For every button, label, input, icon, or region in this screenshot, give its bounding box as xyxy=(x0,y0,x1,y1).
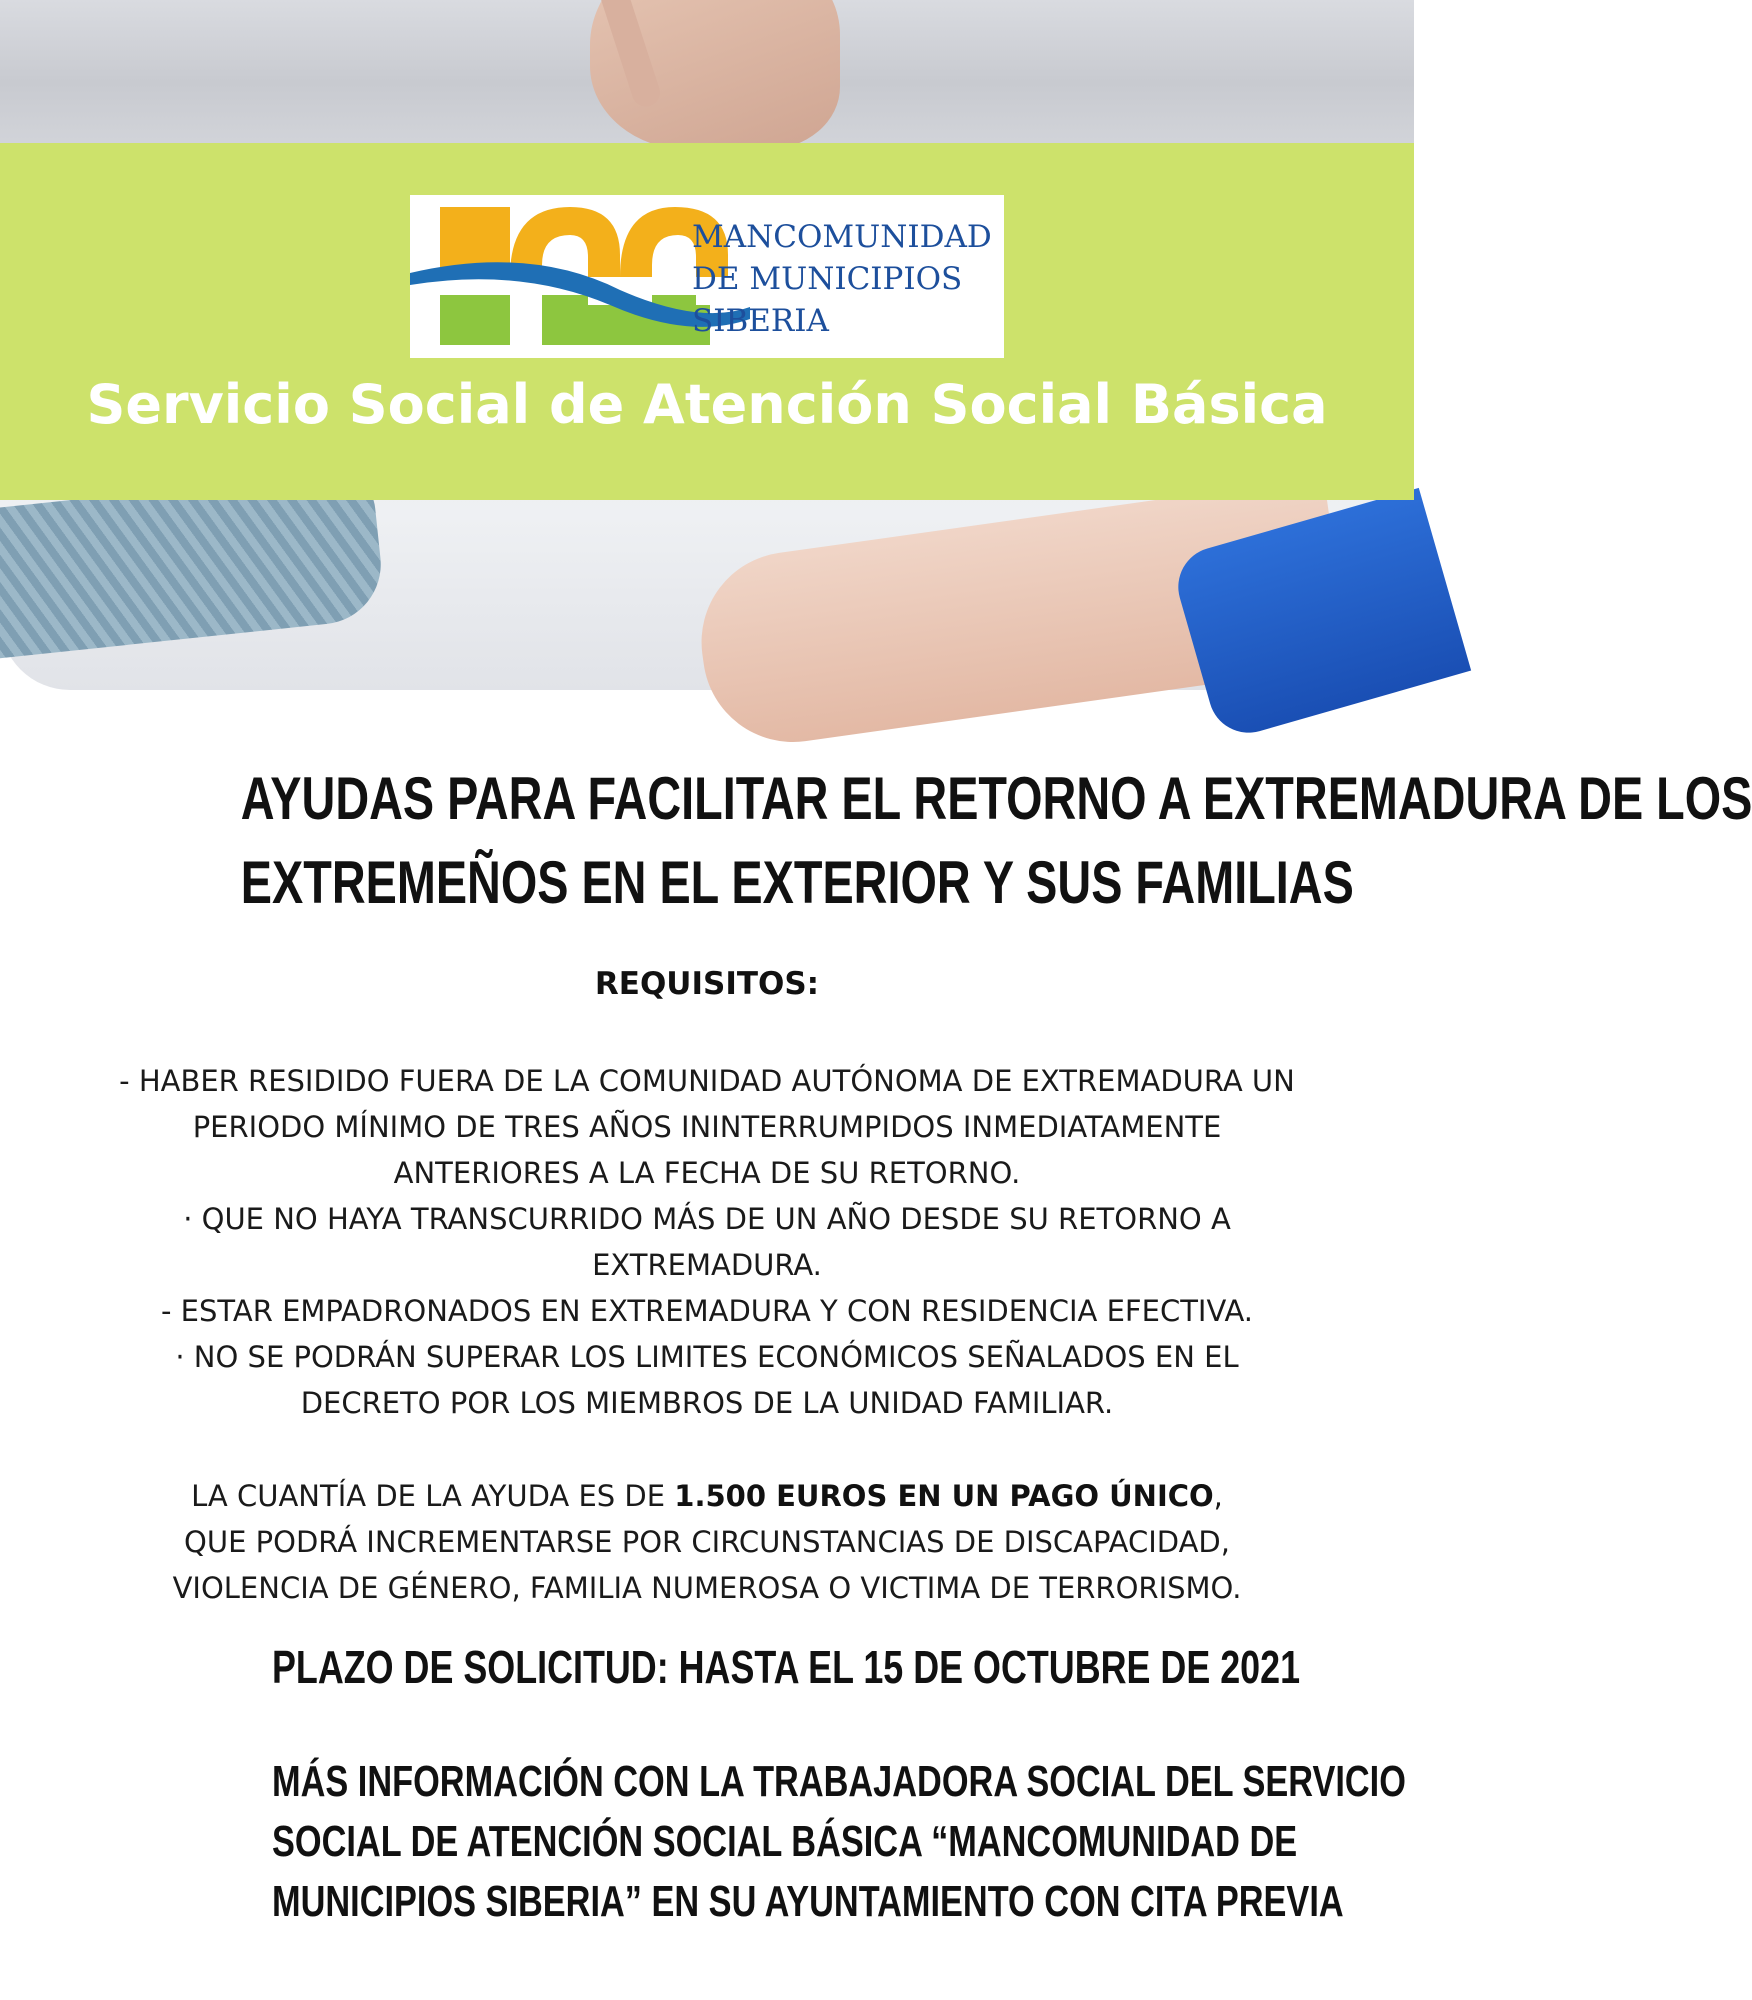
info-line-1: MÁS INFORMACIÓN CON LA TRABAJADORA SOCIAL DEL SERVICIO xyxy=(272,1757,1406,1806)
requisito-line: DECRETO POR LOS MIEMBROS DE LA UNIDAD FAMILIAR. xyxy=(300,1386,1114,1420)
requisito-line: · NO SE PODRÁN SUPERAR LOS LIMITES ECONÓMICOS SEÑALADOS EN EL xyxy=(175,1340,1239,1374)
amount-line-2: QUE PODRÁ INCREMENTARSE POR CIRCUNSTANCIAS DE DISCAPACIDAD, xyxy=(184,1525,1230,1559)
requisito-line: ANTERIORES A LA FECHA DE SU RETORNO. xyxy=(393,1156,1021,1190)
amount-paragraph xyxy=(40,1473,1374,1611)
logo-line2: DE MUNICIPIOS xyxy=(692,261,963,297)
requisitos-title: REQUISITOS: xyxy=(594,966,820,1002)
amount-value: 1.500 EUROS EN UN PAGO ÚNICO xyxy=(674,1479,1214,1513)
logo-line1: MANCOMUNIDAD xyxy=(692,219,992,255)
amount-line-3: VIOLENCIA DE GÉNERO, FAMILIA NUMEROSA O VICTIMA DE TERRORISMO. xyxy=(172,1571,1242,1605)
requisito-line: EXTREMADURA. xyxy=(592,1248,822,1282)
requisito-line: - ESTAR EMPADRONADOS EN EXTREMADURA Y CON RESIDENCIA EFECTIVA. xyxy=(160,1294,1253,1328)
logo xyxy=(410,195,1004,358)
headline-line-2: EXTREMEÑOS EN EL EXTERIOR Y SUS FAMILIAS xyxy=(240,849,1354,916)
amount-post: , xyxy=(1213,1479,1223,1513)
logo-mark-icon xyxy=(410,195,1004,358)
requisito-line: · QUE NO HAYA TRANSCURRIDO MÁS DE UN AÑO DESDE SU RETORNO A xyxy=(183,1202,1231,1236)
requisito-line: - HABER RESIDIDO FUERA DE LA COMUNIDAD AUTÓNOMA DE EXTREMADURA UN xyxy=(119,1064,1295,1098)
main-headline xyxy=(240,757,1752,925)
requisitos-list xyxy=(40,1058,1374,1426)
hand-illustration xyxy=(590,0,840,150)
logo-line3: SIBERIA xyxy=(692,303,829,339)
headline-line-1: AYUDAS PARA FACILITAR EL RETORNO A EXTREMADURA DE LOS xyxy=(240,765,1752,832)
amount-pre: LA CUANTÍA DE LA AYUDA ES DE xyxy=(191,1479,675,1513)
deadline: PLAZO DE SOLICITUD: HASTA EL 15 DE OCTUBRE DE 2021 xyxy=(272,1641,1301,1693)
service-title: Servicio Social de Atención Social Básica xyxy=(86,373,1328,436)
requisito-line: PERIODO MÍNIMO DE TRES AÑOS ININTERRUMPIDOS INMEDIATAMENTE xyxy=(192,1110,1222,1144)
info-line-3: MUNICIPIOS SIBERIA” EN SU AYUNTAMIENTO CON CITA PREVIA xyxy=(272,1877,1344,1926)
more-info xyxy=(272,1752,1406,1932)
amount-line-1 xyxy=(40,1473,1374,1519)
info-line-2: SOCIAL DE ATENCIÓN SOCIAL BÁSICA “MANCOMUNIDAD DE xyxy=(272,1817,1298,1866)
